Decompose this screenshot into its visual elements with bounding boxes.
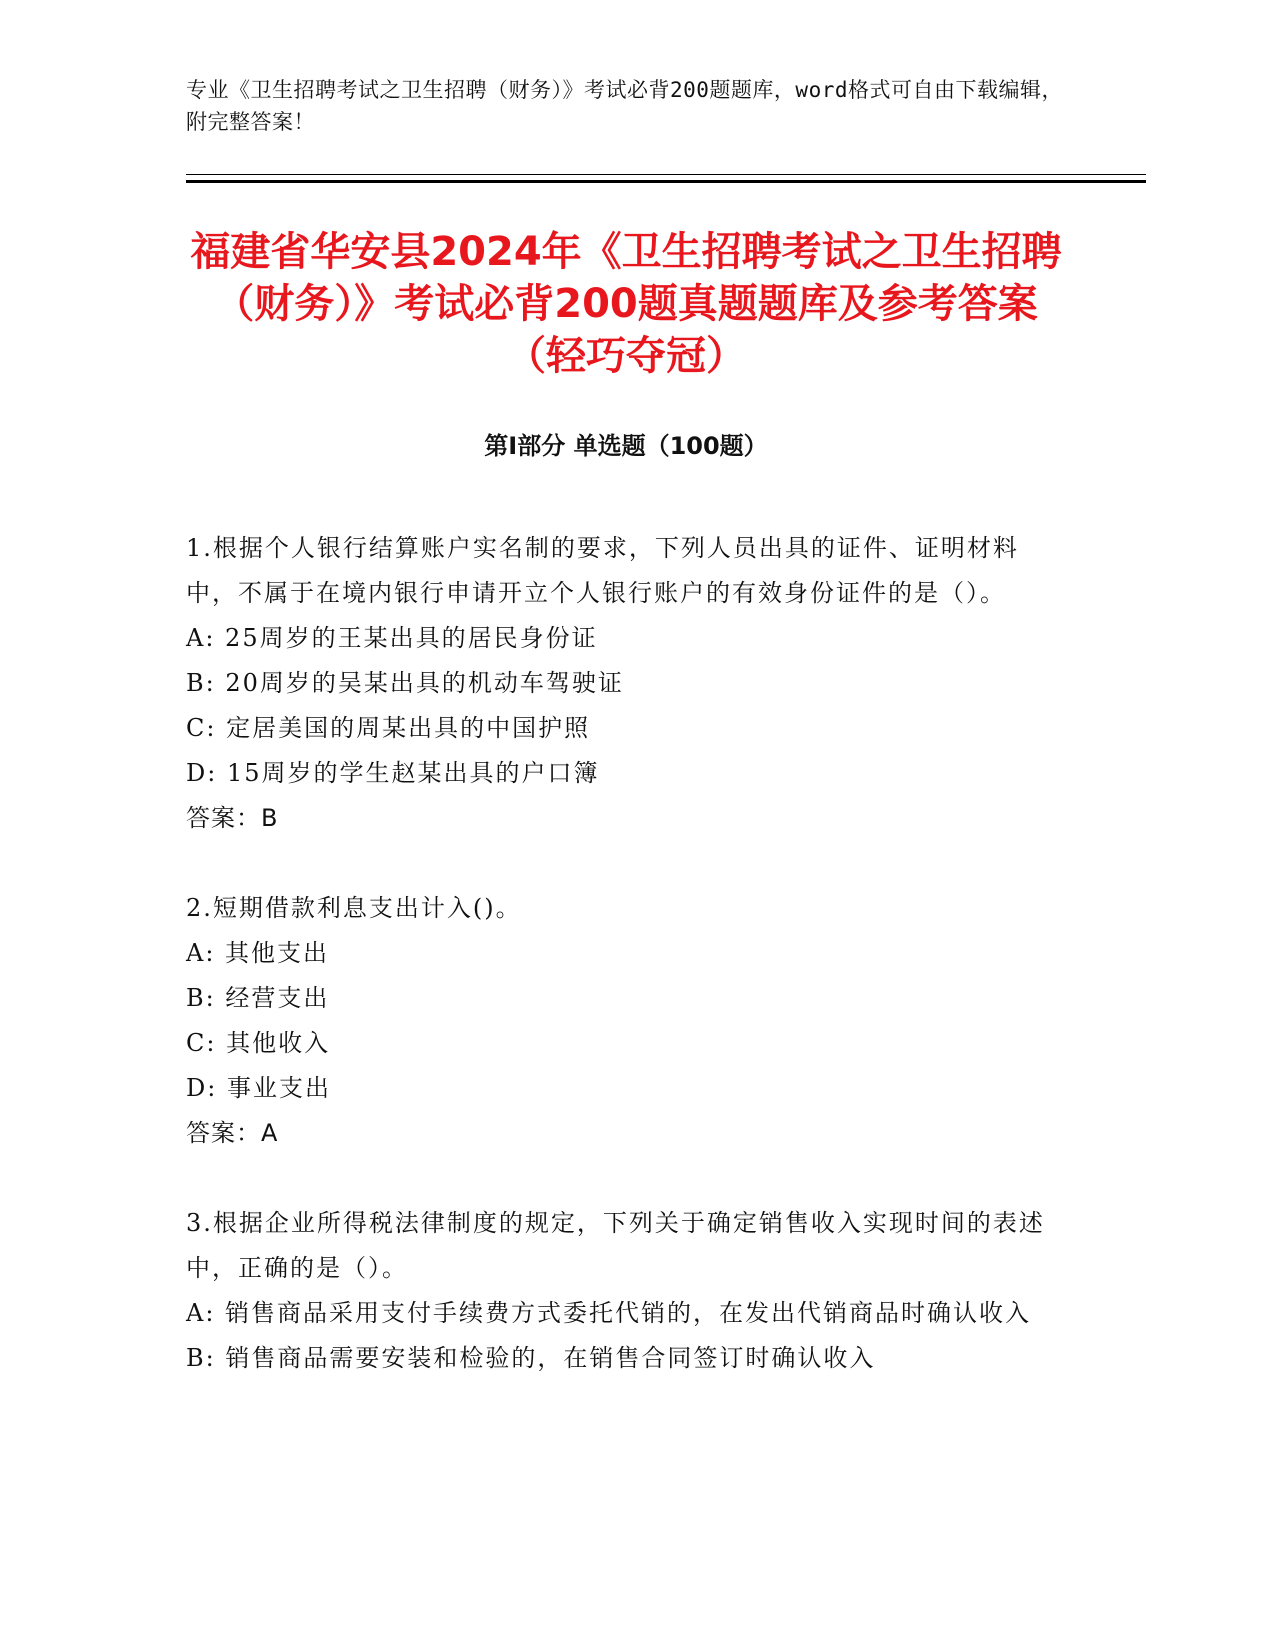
option-b: B: 20周岁的吴某出具的机动车驾驶证: [186, 669, 624, 697]
document-title: 福建省华安县2024年《卫生招聘考试之卫生招聘（财务）》考试必背200题真题题库及参考答案（轻巧夺冠）: [190, 229, 1062, 379]
question-list: [186, 526, 1066, 1426]
option-a: A: 其他支出: [186, 939, 330, 967]
answer-text: 答案：A: [186, 1119, 279, 1147]
question-stem: 3.根据企业所得税法律制度的规定，下列关于确定销售收入实现时间的表述中，正确的是（）。: [186, 1209, 1045, 1282]
option-c: C: 定居美国的周某出具的中国护照: [186, 714, 591, 742]
answer-text: 答案：B: [186, 804, 279, 832]
question-3: [186, 1201, 1066, 1381]
option-a: A: 销售商品采用支付手续费方式委托代销的，在发出代销商品时确认收入: [186, 1299, 1032, 1327]
option-b: B: 销售商品需要安装和检验的，在销售合同签订时确认收入: [186, 1344, 876, 1372]
question-2: [186, 886, 1066, 1156]
option-b: B: 经营支出: [186, 984, 330, 1012]
header-divider-thick: [186, 180, 1146, 183]
option-a: A: 25周岁的王某出具的居民身份证: [186, 624, 598, 652]
option-c: C: 其他收入: [186, 1029, 331, 1057]
question-stem: 1.根据个人银行结算账户实名制的要求，下列人员出具的证件、证明材料中，不属于在境内银行申请开立个人银行账户的有效身份证件的是（）。: [186, 534, 1019, 607]
option-d: D: 事业支出: [186, 1074, 331, 1102]
section-title: 第Ⅰ部分 单选题（100题）: [484, 432, 768, 460]
option-d: D: 15周岁的学生赵某出具的户口簿: [186, 759, 600, 787]
question-1: [186, 526, 1066, 841]
question-stem: 2.短期借款利息支出计入()。: [186, 894, 522, 922]
header-divider-thin: [186, 174, 1146, 175]
header-note: 专业《卫生招聘考试之卫生招聘（财务）》考试必背200题题库，word格式可自由下载编辑，附完整答案！: [186, 78, 1063, 134]
